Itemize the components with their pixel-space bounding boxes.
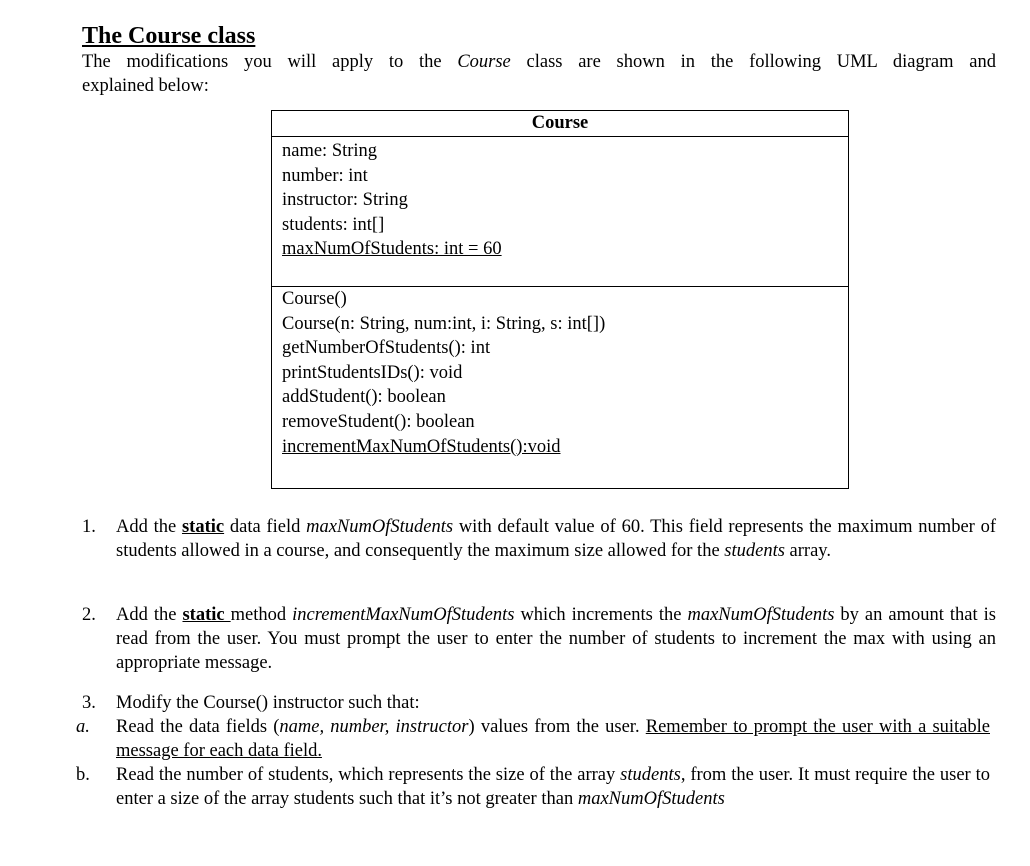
- uml-attributes: [272, 137, 848, 287]
- intro-line-2: explained below:: [82, 76, 209, 96]
- list-item-2: 2. Add the static method incrementMaxNumOfStudents which increments the maxNumOfStudents by an amount that is read from the user. You must prompt the user to enter the number of students to increment the max with using an appropriate message.: [82, 605, 996, 673]
- list-item-1: 1. Add the static data field maxNumOfStudents with default value of 60. This field represents the maximum number of students allowed in a course, and consequently the maximum size allowed for the students array.: [82, 517, 996, 561]
- uml-method: addStudent(): boolean: [282, 387, 446, 408]
- list-subitem-a: a. Read the data fields (name, number, instructor) values from the user. Remember to prompt the user with a suitable message for each data field.: [76, 717, 990, 761]
- list-subitem-b: b. Read the number of students, which represents the size of the array students, from the user. It must require the user to enter a size of the array students such that it’s not greater than maxNumOfStudents: [76, 765, 990, 809]
- list-item-text: Add the static data field maxNumOfStudents with default value of 60. This field represents the maximum number of students allowed in a course, and consequently the maximum size allowed for the students array.: [116, 517, 996, 561]
- uml-class-diagram: [271, 110, 849, 489]
- uml-method: Course(n: String, num:int, i: String, s: int[]): [282, 313, 606, 334]
- list-item-text: Modify the Course() instructor such that:: [116, 693, 420, 713]
- uml-attribute: instructor: String: [282, 190, 408, 211]
- uml-static-attribute: maxNumOfStudents: int = 60: [282, 239, 502, 260]
- uml-class-name: Course: [272, 111, 848, 137]
- uml-method: removeStudent(): boolean: [282, 411, 475, 432]
- uml-method: Course(): [282, 289, 347, 309]
- uml-method: printStudentsIDs(): void: [282, 362, 463, 383]
- uml-attribute: name: String: [282, 141, 378, 161]
- uml-methods: [272, 287, 848, 488]
- list-item-3: 3. Modify the Course() instructor such that:: [82, 691, 996, 715]
- list-subitem-text: Read the number of students, which represents the size of the array students, from the user. It must require the user to enter a size of the array students such that it’s not greater than maxNumOfStudents: [116, 765, 990, 809]
- uml-attribute: number: int: [282, 165, 368, 186]
- intro-paragraph: [82, 50, 996, 98]
- uml-attribute: students: int[]: [282, 214, 385, 235]
- list-subitem-text: Read the data fields (name, number, instructor) values from the user. Remember to prompt the user with a suitable message for each data field.: [116, 717, 990, 761]
- uml-static-method: incrementMaxNumOfStudents():void: [282, 436, 561, 457]
- list-item-text: Add the static method incrementMaxNumOfStudents which increments the maxNumOfStudents by an amount that is read from the user. You must prompt the user to enter the number of students to increment the max with using an appropriate message.: [116, 605, 996, 673]
- section-title: The Course class: [82, 23, 256, 49]
- intro-line-1: The modifications you will apply to the Course class are shown in the following UML diagram and: [82, 52, 996, 72]
- uml-method: getNumberOfStudents(): int: [282, 338, 491, 359]
- document-page: [76, 22, 996, 809]
